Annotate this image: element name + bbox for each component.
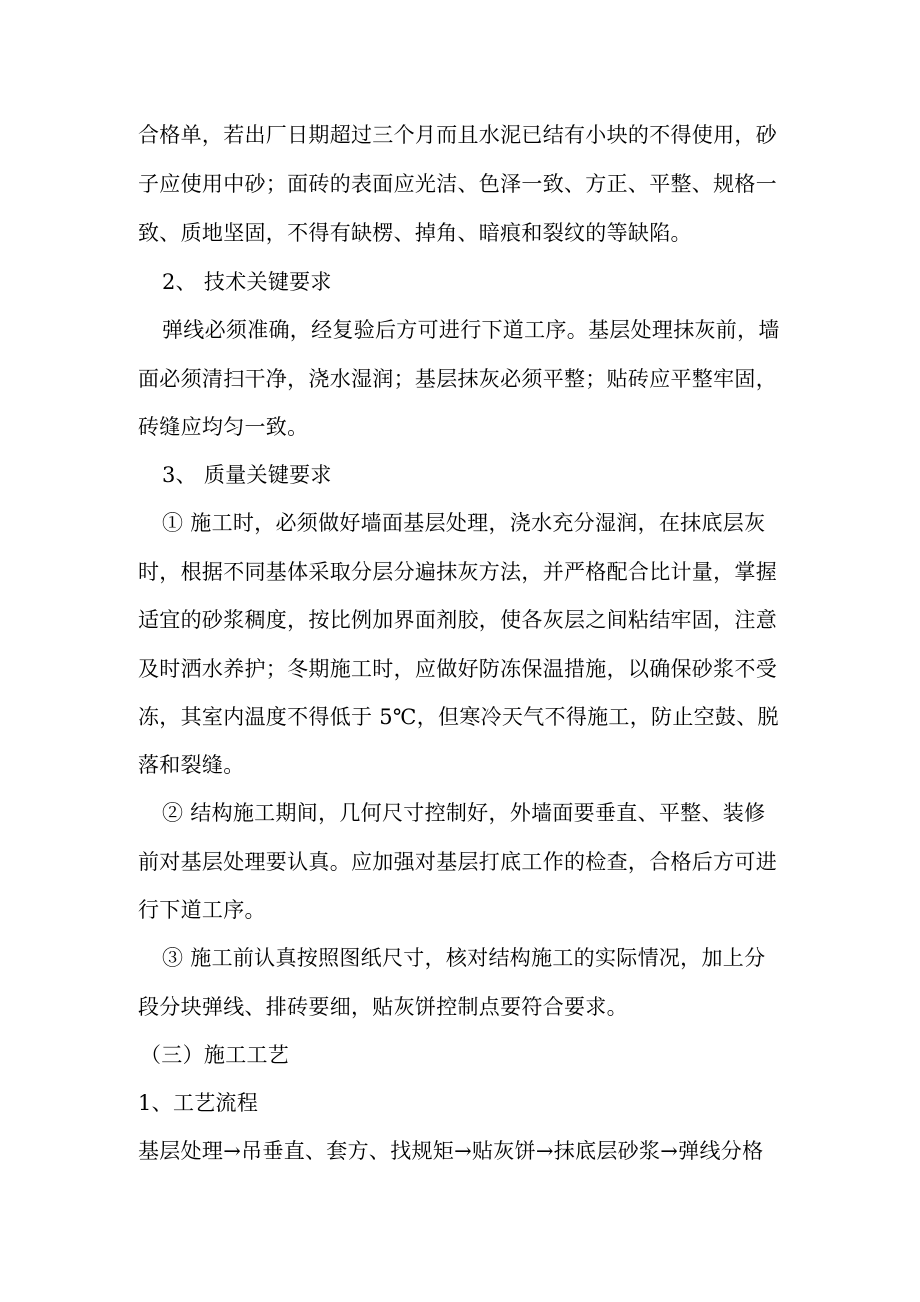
paragraph-line: 冻，其室内温度不得低于 5℃，但寒冷天气不得施工，防止空鼓、脱: [138, 705, 779, 729]
section-heading-process: （三）施工工艺: [140, 1043, 290, 1067]
paragraph-line: 面必须清扫干净，浇水湿润；基层抹灰必须平整；贴砖应平整牢固，: [138, 367, 777, 391]
paragraph-line: 及时洒水养护；冬期施工时，应做好防冻保温措施，以确保砂浆不受: [138, 657, 777, 681]
section-heading-technical: 2、 技术关键要求: [162, 270, 332, 294]
list-item-2-line: ② 结构施工期间，几何尺寸控制好，外墙面要垂直、平整、装修: [162, 801, 766, 825]
paragraph-line: 段分块弹线、排砖要细，贴灰饼控制点要符合要求。: [138, 995, 628, 1019]
paragraph-line: 时，根据不同基体采取分层分遍抹灰方法，并严格配合比计量，掌握: [138, 560, 777, 584]
paragraph-line: 合格单，若出厂日期超过三个月而且水泥已结有小块的不得使用，砂: [138, 123, 777, 147]
paragraph-line: 砖缝应均匀一致。: [138, 415, 309, 439]
paragraph-line: 子应使用中砂；面砖的表面应光洁、色泽一致、方正、平整、规格一: [138, 172, 777, 196]
paragraph-line: 行下道工序。: [138, 898, 266, 922]
list-item-1-line: ① 施工时，必须做好墙面基层处理，浇水充分湿润，在抹底层灰: [162, 511, 766, 535]
paragraph-line: 落和裂缝。: [138, 753, 245, 777]
paragraph-line: 致、质地坚固，不得有缺楞、掉角、暗痕和裂纹的等缺陷。: [138, 221, 692, 245]
list-item-3-line: ③ 施工前认真按照图纸尺寸，核对结构施工的实际情况，加上分: [162, 946, 766, 970]
paragraph-line: 基层处理→吊垂直、套方、找规矩→贴灰饼→抹底层砂浆→弹线分格: [138, 1139, 764, 1163]
paragraph-line: 弹线必须准确，经复验后方可进行下道工序。基层处理抹灰前，墙: [162, 318, 780, 342]
subsection-heading-flow: 1、工艺流程: [138, 1091, 259, 1115]
paragraph-line: 前对基层处理要认真。应加强对基层打底工作的检查，合格后方可进: [138, 850, 777, 874]
section-heading-quality: 3、 质量关键要求: [162, 463, 332, 487]
paragraph-line: 适宜的砂浆稠度，按比例加界面剂胶，使各灰层之间粘结牢固，注意: [138, 608, 777, 632]
